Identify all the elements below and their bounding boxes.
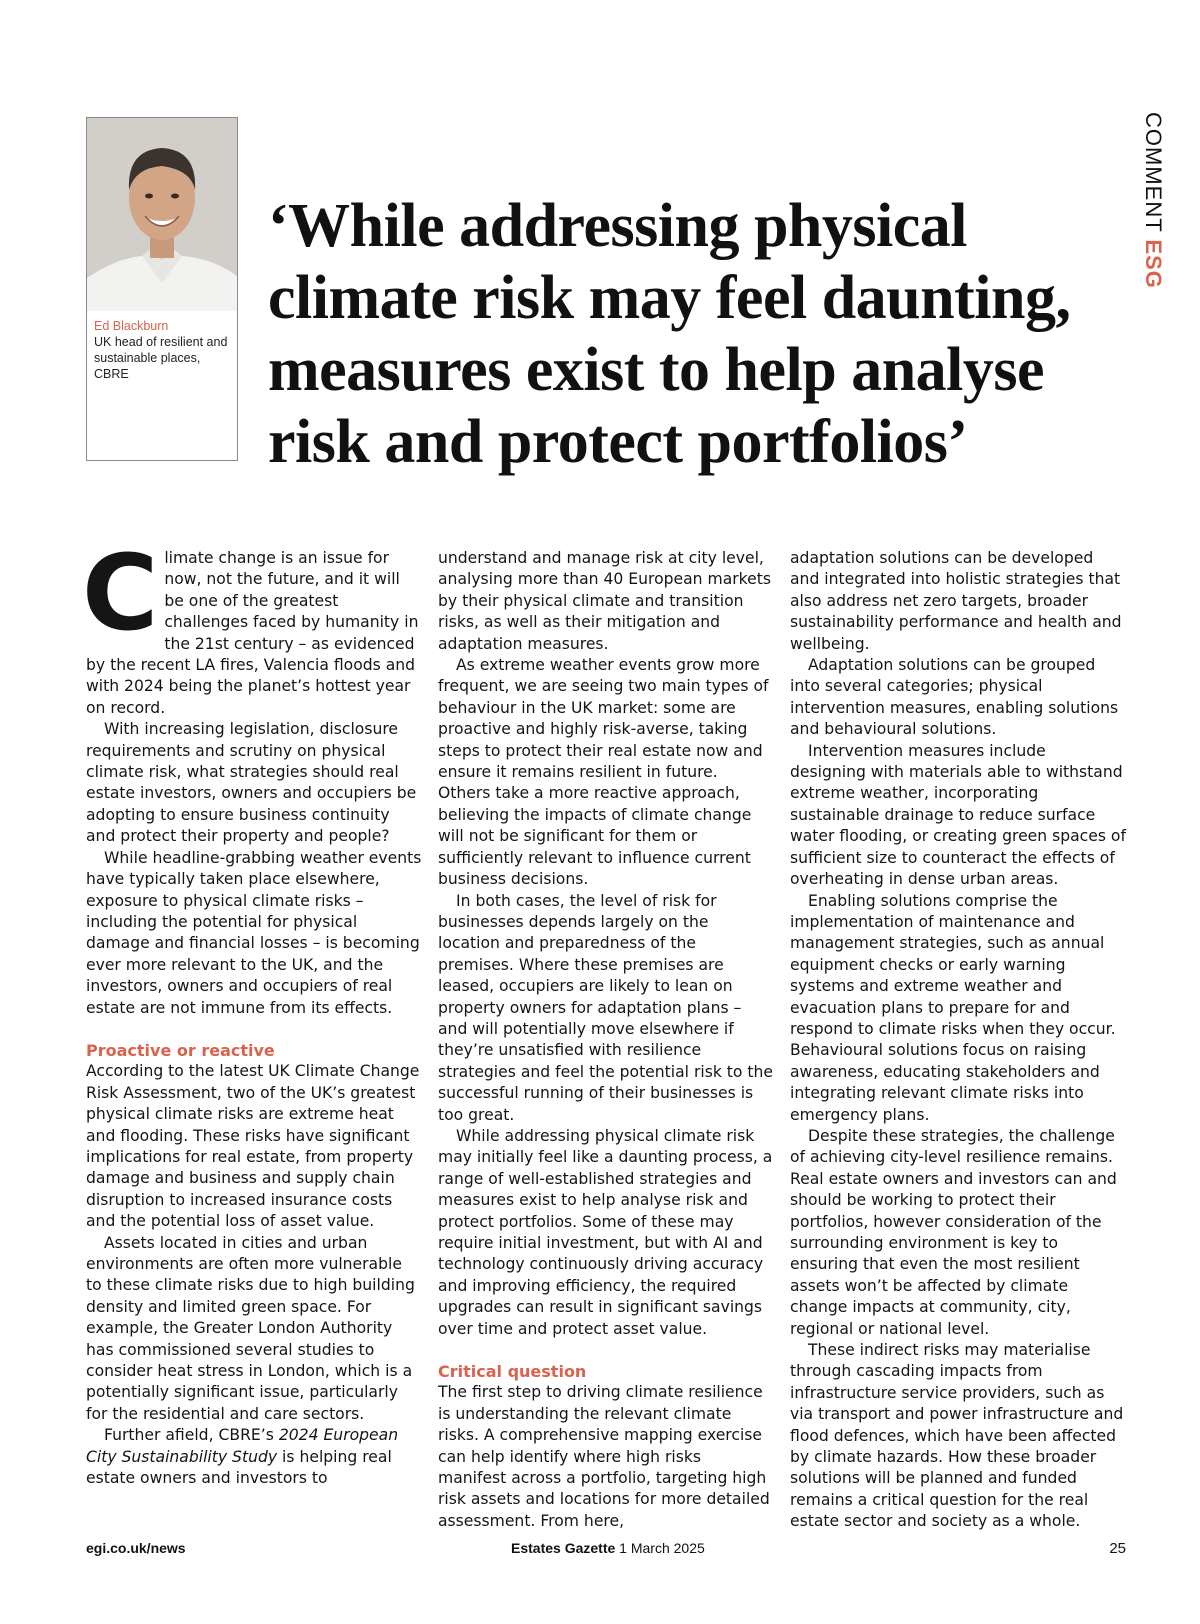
footer-publication: [511, 1540, 705, 1556]
paragraph: Climate change is an issue for now, not the future, and it will be one of the greatest challenges faced by humanity in the 21st century – as evidenced by the recent LA fires, Valencia floods and with 2024 being the planet’s hottest year on record.: [82, 532, 419, 717]
paragraph: While addressing physical climate risk may initially feel like a daunting process, a range of well-established strategies and measures exist to help analyse risk and protect portfolios. Some of these may require initial investment, but with AI and technology continuously driving accuracy and improving efficiency, the required upgrades can result in significant savings over time and protect asset value.: [438, 1126, 773, 1338]
author-name: Ed Blackburn: [94, 319, 169, 333]
paragraph: With increasing legislation, disclosure requirements and scrutiny on physical climate risk, what strategies should real estate investors, owners and occupiers be adopting to ensure business continuity and protect their property and people?: [86, 720, 417, 846]
drop-cap: C: [82, 532, 159, 654]
section-label: [1138, 112, 1166, 302]
paragraph: Enabling solutions comprise the implementation of maintenance and management strategies, such as annual equipment checks or early warning systems and extreme weather and evacuation plans to prepare for and respond to climate risks when they occur. Behavioural solutions focus on raising awareness, educating stakeholders and integrating relevant climate risks into emergency plans.: [790, 891, 1116, 1124]
column-1: [82, 532, 422, 1489]
paragraph: Intervention measures include designing with materials able to withstand extreme weather, incorporating sustainable drainage to reduce surface water flooding, or creating green spaces of sufficient size to counteract the effects of overheating in dense urban areas.: [790, 741, 1126, 889]
paragraph: understand and manage risk at city level, analysing more than 40 European markets by their physical climate and transition risks, as well as their mitigation and adaptation measures.: [438, 549, 771, 653]
paragraph: Further afield, CBRE’s 2024 European City Sustainability Study is helping real estate owners and investors to: [86, 1426, 399, 1488]
subheading-critical-question: Critical question: [438, 1362, 587, 1382]
paragraph: Despite these strategies, the challenge of achieving city-level resilience remains. Real estate owners and investors can and should be working to protect their portfolios, however consideration of the surrounding environment is key to ensuring that even the most resilient assets won’t be affected by climate change impacts at community, city, regional or national level.: [790, 1126, 1117, 1338]
publication-name: Estates Gazette: [511, 1540, 616, 1556]
paragraph: As extreme weather events grow more frequent, we are seeing two main types of behaviour in the UK market: some are proactive and highly risk-averse, taking steps to protect their real estate now and ensure it remains resilient in future. Others take a more reactive approach, believing the impacts of climate change will not be significant for them or sufficiently relevant to influence current business decisions.: [438, 656, 769, 889]
paragraph: While headline-grabbing weather events have typically taken place elsewhere, exposure to physical climate risks – including the potential for physical damage and financial losses – is becoming ever more relevant to the UK, and the investors, owners and occupiers of real estate are not immune from its effects.: [86, 848, 422, 1017]
section-label-tag: ESG: [1141, 239, 1166, 289]
column-2: [438, 548, 774, 1532]
page-footer: [86, 1540, 1126, 1562]
author-box: [86, 117, 238, 461]
paragraph: These indirect risks may materialise through cascading impacts from infrastructure service providers, such as via transport and power infrastructure and flood defences, which have been affected by climate hazards. How these broader solutions will be planned and funded remains a critical question for the real estate sector and society as a whole.: [790, 1341, 1124, 1531]
paragraph: In both cases, the level of risk for businesses depends largely on the location and preparedness of the premises. Where these premises are leased, occupiers are likely to lean on property owners for adaptation plans – and will potentially move elsewhere if they’re unsatisfied with resilience strategies and feel the potential risk to the successful running of their businesses is too great.: [438, 891, 774, 1124]
column-3: [790, 548, 1126, 1533]
headline: ‘While addressing physical climate risk may feel daunting, measures exist to help analyse risk and protect portfolios’: [268, 192, 1071, 476]
subheading-proactive-or-reactive: Proactive or reactive: [86, 1040, 275, 1060]
page-number: 25: [1109, 1540, 1126, 1557]
publication-date: 1 March 2025: [619, 1540, 705, 1556]
footer-url-link[interactable]: egi.co.uk/news: [86, 1540, 186, 1556]
author-role: UK head of resilient and sustainable places, CBRE: [94, 335, 228, 381]
paragraph: adaptation solutions can be developed and integrated into holistic strategies that also address net zero targets, broader sustainability performance and health and wellbeing.: [790, 549, 1122, 653]
paragraph: The first step to driving climate resilience is understanding the relevant climate risks. A comprehensive mapping exercise can help identify where high risks manifest across a portfolio, targeting high risk assets and locations for more detailed assessment. From here,: [438, 1383, 770, 1530]
section-label-comment: COMMENT: [1141, 112, 1166, 233]
study-title: 2024 European City Sustainability Study: [86, 1426, 399, 1466]
paragraph: Adaptation solutions can be grouped into several categories; physical intervention measures, enabling solutions and behavioural solutions.: [790, 656, 1119, 739]
paragraph: Assets located in cities and urban environments are often more vulnerable to these climate risks due to high building density and limited green space. For example, the Greater London Authority has commissioned several studies to consider heat stress in London, which is a potentially significant issue, particularly for the residential and care sectors.: [86, 1233, 415, 1423]
author-photo: [87, 118, 237, 311]
paragraph: According to the latest UK Climate Change Risk Assessment, two of the UK’s greatest physical climate risks are extreme heat and flooding. These risks have significant implications for real estate, from property damage and business and supply chain disruption to increased insurance costs and the potential loss of asset value.: [86, 1062, 420, 1231]
